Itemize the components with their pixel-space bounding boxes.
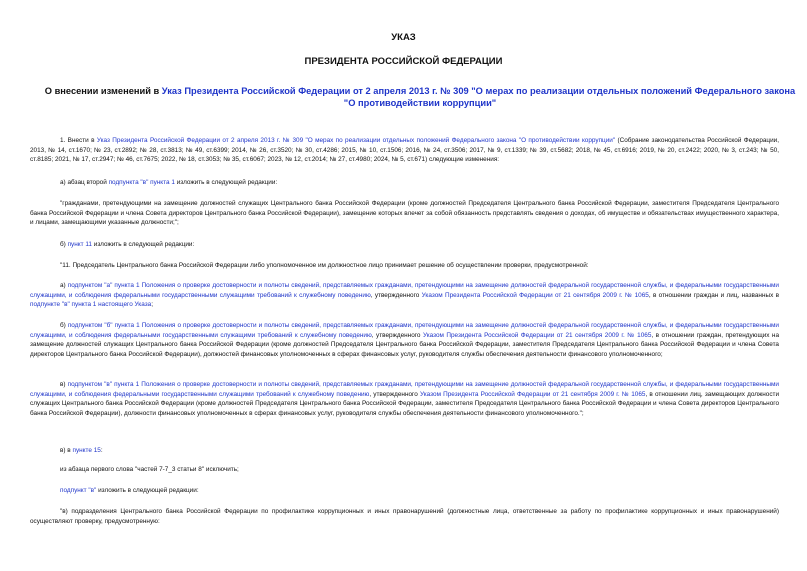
p1-text-2: (Собрание законодательства Российской Федерации, 2013, № 14, ст.1670; № 23, ст.2892; № 28, ст.3813; № 49, ст.6399; 2014, № 26, ст.3520; № 30, ст.4286; 2015, № 10, ст.1506; 2016, № 24, ст.3506; 2017, № 9, ст.1339; № 39, ст.5682; 2018, № 45, ст.6916; 2019, № 20, ст.2422; 2020, № 3, ст.243; № 50, ст.8185; 2021, № 17, ст.2947; № 46, ст.7675; 2022, № 18, ст.3053; № 35, ст.6067; 2023, № 12, ст.2014; № 27, ст.4980; 2024, № 5, ст.671) следующие изменения: [30, 137, 779, 164]
title-decree-link[interactable]: Указ Президента Российской Федерации от 2 апреля 2013 г. № 309 "О мерах по реализации отдельных положений Федерального закона "О противодействии коррупции" [161, 86, 796, 108]
paragraph-8 [30, 380, 779, 418]
doc-type-heading: УКАЗ [391, 32, 416, 43]
paragraph-6 [30, 281, 779, 310]
p9-text-2: : [100, 447, 103, 454]
paragraph-10: из абзаца первого слова "частей 7-7_3 статьи 8" исключить; [60, 466, 239, 473]
p2-text-2: изложить в следующей редакции: [174, 179, 278, 186]
paragraph-11 [30, 486, 779, 496]
p8-regulation-link[interactable]: подпунктом "в" пункта 1 Положения о проверке достоверности и полноты сведений, представляемых гражданами, претендующими на замещение должностей федеральной государственной службы, и федеральными государственными служащими, и соблюдения федеральными государственными служащими требований к служебному поведению [30, 381, 779, 398]
p8-text-3: , в отношении лиц, замещающих должности служащих Центрального банка Российской Федерации (кроме должностей Председателя Центрального банка Российской Федерации, заместителя Председателя Центрального банка Российской Федерации и члена Совета директоров Центрального банка Российской Федерации), должности финансовых уполномоченных в сферах финансовых услуг, руководителя службы обеспечения деятельности финансового уполномоченного."; [30, 390, 780, 417]
title-prefix: О внесении изменений в [44, 86, 162, 96]
p6-subclause-link[interactable]: подпункте "в" пункта 1 настоящего Указа [30, 301, 152, 309]
p2-text-1: а) абзац второй [60, 179, 109, 186]
p9-clause-link[interactable]: пункте 15 [72, 447, 101, 454]
paragraph-7 [30, 321, 779, 359]
p1-decree-link[interactable]: Указ Президента Российской Федерации от 2 апреля 2013 г. № 309 "О мерах по реализации отдельных положений Федерального закона "О противодействии коррупции" [96, 137, 616, 144]
p8-text-2: , утвержденного [369, 390, 420, 398]
p6-text-4: ; [151, 301, 153, 309]
p11-subclause-link[interactable]: подпункт "в" [60, 487, 97, 494]
p7-text-2: , утвержденного [371, 331, 423, 339]
paragraph-1 [30, 136, 779, 165]
issuer-heading: ПРЕЗИДЕНТА РОССИЙСКОЙ ФЕДЕРАЦИИ [304, 56, 503, 67]
paragraph-3: "гражданами, претендующими на замещение должностей служащих Центрального банка Российской Федерации (кроме должностей Председателя Центрального банка Российской Федерации, заместителя Председателя Центрального банка Российской Федерации и члена Совета директоров Центрального банка Российской Федерации), замещение которых влечет за собой обязанность представлять сведения о доходах, об имуществе и обязательствах имущественного характера, и лицами, замещающими указанные должности;"; [30, 200, 779, 227]
paragraph-4 [30, 240, 779, 250]
p8-text-1: в) [60, 381, 68, 388]
paragraph-9 [30, 446, 779, 456]
p1-text-1: 1. Внести в [60, 137, 97, 144]
p6-decree-link[interactable]: Указом Президента Российской Федерации от 21 сентября 2009 г. № 1065 [421, 291, 649, 299]
p8-decree-link[interactable]: Указом Президента Российской Федерации от 21 сентября 2009 г. № 1065 [419, 390, 646, 398]
paragraph-2 [30, 178, 779, 188]
p6-text-1: а) [60, 282, 68, 289]
paragraph-12: "в) подразделения Центрального банка Российской Федерации по профилактике коррупционных и иных правонарушений (должностные лица, ответственные за работу по профилактике коррупционных и иных правонарушений) осуществляют проверку, предусмотренную: [30, 508, 779, 525]
p9-text-1: в) в [60, 447, 73, 454]
p6-regulation-link[interactable]: подпунктом "а" пункта 1 Положения о проверке достоверности и полноты сведений, представляемых гражданами, претендующими на замещение должностей федеральной государственной службы, и федеральными государственными служащими, и соблюдения федеральными государственными служащими требований к служебному поведению [30, 282, 779, 299]
p11-text-2: изложить в следующей редакции: [96, 487, 199, 494]
p7-text-1: б) [60, 322, 68, 329]
p4-clause-link[interactable]: пункт 11 [67, 241, 92, 248]
p2-subclause-link[interactable]: подпункта "в" пункта 1 [108, 179, 175, 186]
p4-text-2: изложить в следующей редакции: [91, 241, 195, 248]
p6-text-3: , в отношении граждан и лиц, названных в [648, 291, 779, 299]
paragraph-5: "11. Председатель Центрального банка Российской Федерации либо уполномоченное им должностное лицо принимает решение об осуществлении проверки, предусмотренной: [60, 262, 589, 269]
p7-regulation-link[interactable]: подпунктом "б" пункта 1 Положения о проверке достоверности и полноты сведений, представляемых гражданами, претендующими на замещение должностей федеральной государственной службы, и федеральными государственными служащими, и соблюдения федеральными государственными служащими требований к служебному поведению [30, 322, 779, 339]
document-title [40, 86, 800, 109]
p7-text-3: , в отношении граждан, претендующих на замещение должностей служащих Центрального банка Российской Федерации (кроме должностей Председателя Центрального банка Российской Федерации, заместителя Председателя Центрального банка Российской Федерации и члена Совета директоров Центрального банка Российской Федерации), должностей финансовых уполномоченных в сферах финансовых услуг, руководителя службы обеспечения деятельности финансового уполномоченного; [30, 331, 780, 358]
p4-text-1: б) [60, 241, 68, 248]
p7-decree-link[interactable]: Указом Президента Российской Федерации от 21 сентября 2009 г. № 1065 [422, 331, 652, 339]
p6-text-2: , утвержденного [370, 291, 422, 299]
